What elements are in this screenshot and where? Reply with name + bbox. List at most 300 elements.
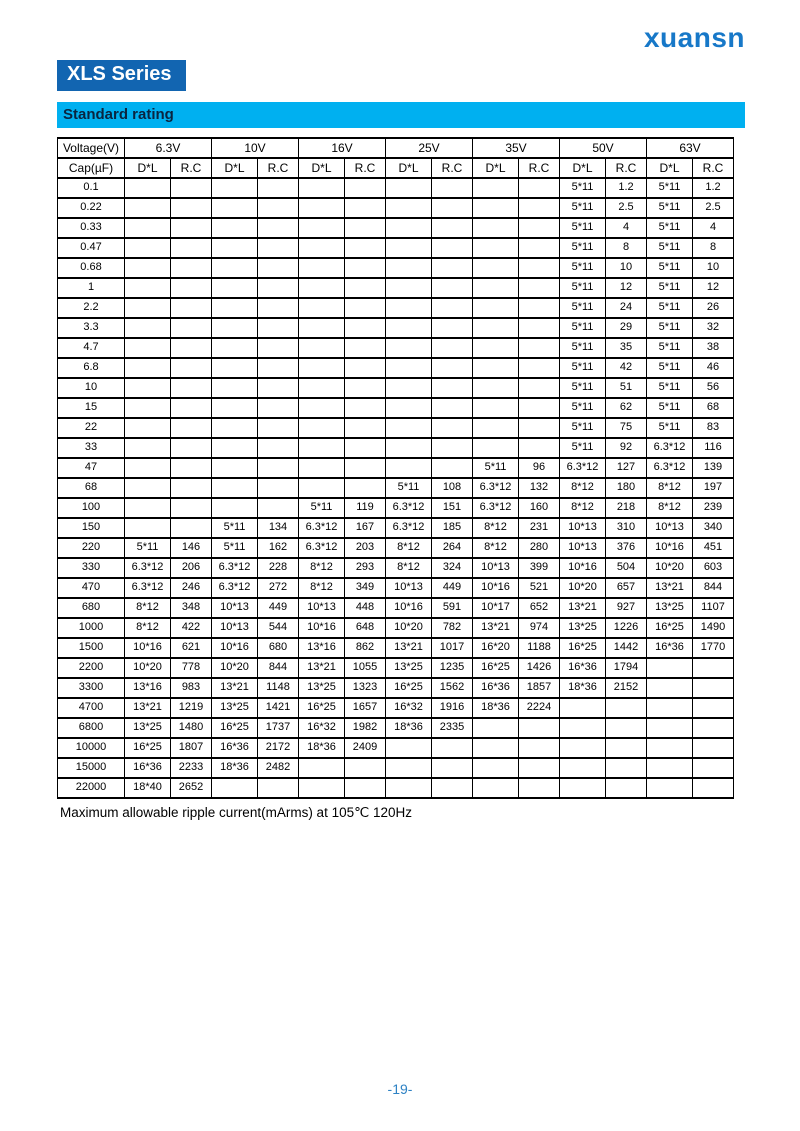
dl-cell: 5*11	[560, 258, 606, 278]
dl-cell: 10*13	[560, 538, 606, 558]
dl-cell: 10*13	[212, 598, 258, 618]
rc-cell	[519, 398, 560, 418]
dl-cell	[212, 478, 258, 498]
dl-cell: 10*16	[212, 638, 258, 658]
rc-cell: 228	[258, 558, 299, 578]
rc-cell: 1235	[432, 658, 473, 678]
dl-cell: 10*16	[299, 618, 345, 638]
rc-cell: 46	[693, 358, 734, 378]
dl-cell: 6.3*12	[299, 518, 345, 538]
table-row	[58, 198, 734, 218]
rc-cell	[258, 298, 299, 318]
dl-cell: 8*12	[647, 498, 693, 518]
dl-cell: 13*25	[212, 698, 258, 718]
cap-cell: 1000	[58, 618, 125, 638]
rc-cell: 974	[519, 618, 560, 638]
dl-cell	[473, 318, 519, 338]
rc-cell: 151	[432, 498, 473, 518]
rc-cell	[345, 778, 386, 798]
dl-cell	[386, 398, 432, 418]
subheader-dl: D*L	[560, 158, 606, 178]
dl-cell: 5*11	[560, 378, 606, 398]
table-row	[58, 518, 734, 538]
table-row	[58, 618, 734, 638]
rc-cell: 83	[693, 418, 734, 438]
dl-cell	[299, 778, 345, 798]
dl-cell: 8*12	[299, 578, 345, 598]
rc-cell: 108	[432, 478, 473, 498]
dl-cell: 5*11	[560, 178, 606, 198]
rc-cell	[171, 398, 212, 418]
dl-cell: 10*13	[473, 558, 519, 578]
dl-cell: 16*36	[125, 758, 171, 778]
rc-cell	[258, 258, 299, 278]
dl-cell: 16*32	[299, 718, 345, 738]
dl-cell: 5*11	[560, 318, 606, 338]
dl-cell	[473, 298, 519, 318]
voltage-column-header: 50V	[560, 138, 647, 158]
table-row	[58, 298, 734, 318]
dl-cell	[212, 218, 258, 238]
cap-cell: 0.68	[58, 258, 125, 278]
rc-cell: 657	[606, 578, 647, 598]
rc-cell: 1.2	[693, 178, 734, 198]
dl-cell	[212, 778, 258, 798]
rc-cell: 324	[432, 558, 473, 578]
rc-cell	[519, 778, 560, 798]
dl-cell: 5*11	[560, 278, 606, 298]
rc-cell: 1916	[432, 698, 473, 718]
subheader-rc: R.C	[519, 158, 560, 178]
corner-voltage-label: Voltage(V)	[58, 138, 125, 158]
rc-cell: 310	[606, 518, 647, 538]
dl-cell: 5*11	[560, 418, 606, 438]
cap-cell: 15	[58, 398, 125, 418]
rc-cell	[432, 218, 473, 238]
rc-cell: 544	[258, 618, 299, 638]
subheader-dl: D*L	[125, 158, 171, 178]
dl-cell: 16*25	[647, 618, 693, 638]
dl-cell	[125, 458, 171, 478]
rc-cell: 449	[432, 578, 473, 598]
subheader-rc: R.C	[171, 158, 212, 178]
dl-cell	[386, 318, 432, 338]
dl-cell	[125, 318, 171, 338]
dl-cell: 10*13	[560, 518, 606, 538]
rc-cell: 1657	[345, 698, 386, 718]
dl-cell: 16*25	[473, 658, 519, 678]
rc-cell: 591	[432, 598, 473, 618]
dl-cell	[386, 758, 432, 778]
dl-cell: 13*21	[212, 678, 258, 698]
dl-cell: 8*12	[560, 478, 606, 498]
dl-cell	[386, 198, 432, 218]
dl-cell: 5*11	[647, 258, 693, 278]
rc-cell	[693, 738, 734, 758]
rc-cell: 4	[606, 218, 647, 238]
rc-cell	[432, 418, 473, 438]
rc-cell: 844	[258, 658, 299, 678]
rc-cell: 32	[693, 318, 734, 338]
dl-cell: 8*12	[560, 498, 606, 518]
table-row	[58, 218, 734, 238]
subheader-rc: R.C	[345, 158, 386, 178]
dl-cell	[299, 218, 345, 238]
rc-cell	[519, 278, 560, 298]
dl-cell: 6.3*12	[647, 458, 693, 478]
rc-cell	[432, 358, 473, 378]
dl-cell: 10*20	[647, 558, 693, 578]
cap-cell: 3.3	[58, 318, 125, 338]
rc-cell	[345, 338, 386, 358]
ripple-current-note: Maximum allowable ripple current(mArms) at 105℃ 120Hz	[60, 805, 413, 820]
rc-cell	[693, 778, 734, 798]
rc-cell	[432, 238, 473, 258]
cap-cell: 330	[58, 558, 125, 578]
rc-cell: 8	[606, 238, 647, 258]
dl-cell	[299, 478, 345, 498]
rc-cell	[519, 298, 560, 318]
subheader-rc: R.C	[606, 158, 647, 178]
dl-cell: 6.3*12	[212, 558, 258, 578]
rc-cell: 1982	[345, 718, 386, 738]
dl-cell: 6.3*12	[386, 518, 432, 538]
voltage-header-row	[58, 138, 734, 158]
dl-cell	[212, 458, 258, 478]
rc-cell: 75	[606, 418, 647, 438]
dl-cell	[386, 458, 432, 478]
dl-cell: 5*11	[647, 198, 693, 218]
rc-cell: 1737	[258, 718, 299, 738]
rc-cell: 349	[345, 578, 386, 598]
dl-cell: 13*25	[647, 598, 693, 618]
table-row	[58, 438, 734, 458]
dl-cell: 8*12	[299, 558, 345, 578]
cap-cell: 2200	[58, 658, 125, 678]
rc-cell: 844	[693, 578, 734, 598]
dl-cell: 10*16	[125, 638, 171, 658]
dl-cell: 13*21	[560, 598, 606, 618]
dl-cell: 5*11	[560, 358, 606, 378]
table-row	[58, 658, 734, 678]
rc-cell	[171, 198, 212, 218]
rc-cell: 1323	[345, 678, 386, 698]
rc-cell: 422	[171, 618, 212, 638]
rc-cell	[258, 338, 299, 358]
dl-cell	[212, 418, 258, 438]
rc-cell	[432, 458, 473, 478]
rc-cell	[432, 298, 473, 318]
rc-cell	[519, 258, 560, 278]
dl-cell: 16*32	[386, 698, 432, 718]
dl-cell	[560, 718, 606, 738]
rc-cell: 62	[606, 398, 647, 418]
rc-cell: 1219	[171, 698, 212, 718]
rc-cell: 376	[606, 538, 647, 558]
rc-cell: 206	[171, 558, 212, 578]
dl-cell: 5*11	[647, 318, 693, 338]
rc-cell: 1562	[432, 678, 473, 698]
dl-cell	[473, 398, 519, 418]
dl-cell	[386, 438, 432, 458]
rc-cell	[345, 758, 386, 778]
rc-cell: 4	[693, 218, 734, 238]
cap-cell: 47	[58, 458, 125, 478]
rc-cell	[171, 338, 212, 358]
voltage-column-header: 6.3V	[125, 138, 212, 158]
dl-cell	[299, 458, 345, 478]
rc-cell	[171, 518, 212, 538]
dl-cell	[299, 438, 345, 458]
rc-cell	[693, 718, 734, 738]
dl-cell	[473, 238, 519, 258]
dl-cell: 10*17	[473, 598, 519, 618]
rc-cell: 264	[432, 538, 473, 558]
rc-cell: 239	[693, 498, 734, 518]
dl-cell	[386, 178, 432, 198]
dl-cell	[299, 298, 345, 318]
cap-cell: 15000	[58, 758, 125, 778]
dl-cell: 6.3*12	[212, 578, 258, 598]
dl-cell	[473, 778, 519, 798]
table-row	[58, 578, 734, 598]
rc-cell	[606, 758, 647, 778]
dl-cell: 6.3*12	[125, 578, 171, 598]
dl-cell: 5*11	[212, 538, 258, 558]
standard-rating-table	[57, 137, 734, 799]
dl-cell: 5*11	[647, 358, 693, 378]
dl-cell: 5*11	[647, 398, 693, 418]
rc-cell: 1857	[519, 678, 560, 698]
dl-cell: 13*25	[299, 678, 345, 698]
page-number: -19-	[387, 1081, 413, 1097]
rc-cell	[519, 718, 560, 738]
rc-cell	[519, 238, 560, 258]
dl-cell	[212, 258, 258, 278]
voltage-column-header: 25V	[386, 138, 473, 158]
rc-cell	[519, 318, 560, 338]
dl-cell: 16*36	[647, 638, 693, 658]
rc-cell	[345, 198, 386, 218]
rc-cell	[606, 698, 647, 718]
dl-cell	[212, 398, 258, 418]
dl-cell: 5*11	[647, 278, 693, 298]
table-row	[58, 698, 734, 718]
dl-cell: 5*11	[560, 198, 606, 218]
dl-cell	[125, 298, 171, 318]
rc-cell: 1794	[606, 658, 647, 678]
rc-cell	[171, 438, 212, 458]
dl-cell	[560, 738, 606, 758]
subheader-row	[58, 158, 734, 178]
dl-cell	[473, 218, 519, 238]
rc-cell	[171, 498, 212, 518]
dl-cell: 5*11	[386, 478, 432, 498]
dl-cell: 10*16	[473, 578, 519, 598]
rc-cell	[432, 438, 473, 458]
rc-cell: 927	[606, 598, 647, 618]
rc-cell	[345, 318, 386, 338]
table-row	[58, 758, 734, 778]
dl-cell	[212, 358, 258, 378]
table-row	[58, 478, 734, 498]
rc-cell	[519, 738, 560, 758]
dl-cell: 13*21	[299, 658, 345, 678]
rc-cell: 621	[171, 638, 212, 658]
rc-cell: 983	[171, 678, 212, 698]
rc-cell: 2172	[258, 738, 299, 758]
cap-cell: 6.8	[58, 358, 125, 378]
dl-cell: 6.3*12	[473, 498, 519, 518]
cap-cell: 1500	[58, 638, 125, 658]
dl-cell	[212, 298, 258, 318]
dl-cell: 5*11	[647, 378, 693, 398]
dl-cell: 10*16	[560, 558, 606, 578]
dl-cell: 13*25	[386, 658, 432, 678]
dl-cell	[473, 438, 519, 458]
table-row	[58, 598, 734, 618]
rc-cell: 180	[606, 478, 647, 498]
dl-cell	[125, 198, 171, 218]
rc-cell: 29	[606, 318, 647, 338]
table-row	[58, 538, 734, 558]
rc-cell	[432, 338, 473, 358]
corner-cap-label: Cap(µF)	[58, 158, 125, 178]
rc-cell: 38	[693, 338, 734, 358]
rc-cell	[432, 398, 473, 418]
rc-cell: 1226	[606, 618, 647, 638]
rc-cell	[345, 238, 386, 258]
rc-cell	[258, 218, 299, 238]
dl-cell: 18*40	[125, 778, 171, 798]
rc-cell	[258, 498, 299, 518]
rc-cell	[519, 198, 560, 218]
rc-cell	[345, 298, 386, 318]
dl-cell: 18*36	[212, 758, 258, 778]
rc-cell: 862	[345, 638, 386, 658]
rc-cell: 521	[519, 578, 560, 598]
dl-cell: 16*25	[560, 638, 606, 658]
table-row	[58, 738, 734, 758]
rc-cell: 2233	[171, 758, 212, 778]
dl-cell	[473, 718, 519, 738]
rc-cell	[345, 458, 386, 478]
rc-cell: 1.2	[606, 178, 647, 198]
rc-cell	[693, 658, 734, 678]
dl-cell	[386, 358, 432, 378]
dl-cell	[386, 378, 432, 398]
dl-cell: 13*25	[560, 618, 606, 638]
rc-cell: 680	[258, 638, 299, 658]
dl-cell	[386, 238, 432, 258]
subheader-rc: R.C	[693, 158, 734, 178]
rc-cell	[258, 778, 299, 798]
dl-cell: 5*11	[212, 518, 258, 538]
rc-cell: 185	[432, 518, 473, 538]
dl-cell: 5*11	[647, 218, 693, 238]
rc-cell	[345, 398, 386, 418]
rc-cell: 127	[606, 458, 647, 478]
rc-cell: 782	[432, 618, 473, 638]
dl-cell: 5*11	[560, 298, 606, 318]
dl-cell	[299, 418, 345, 438]
dl-cell	[299, 398, 345, 418]
rc-cell: 348	[171, 598, 212, 618]
dl-cell: 5*11	[560, 398, 606, 418]
dl-cell	[299, 178, 345, 198]
rc-cell	[345, 378, 386, 398]
dl-cell	[125, 178, 171, 198]
subheader-rc: R.C	[258, 158, 299, 178]
rc-cell	[519, 418, 560, 438]
dl-cell	[125, 378, 171, 398]
rc-cell: 1107	[693, 598, 734, 618]
rc-cell: 218	[606, 498, 647, 518]
rc-cell	[432, 378, 473, 398]
rc-cell	[171, 258, 212, 278]
cap-cell: 68	[58, 478, 125, 498]
dl-cell: 8*12	[473, 518, 519, 538]
rc-cell: 652	[519, 598, 560, 618]
cap-cell: 0.22	[58, 198, 125, 218]
rc-cell	[519, 338, 560, 358]
dl-cell	[473, 278, 519, 298]
subheader-dl: D*L	[299, 158, 345, 178]
dl-cell: 10*20	[212, 658, 258, 678]
dl-cell	[125, 218, 171, 238]
cap-cell: 0.1	[58, 178, 125, 198]
cap-cell: 10	[58, 378, 125, 398]
rc-cell: 116	[693, 438, 734, 458]
rc-cell: 1188	[519, 638, 560, 658]
rc-cell: 8	[693, 238, 734, 258]
dl-cell	[647, 758, 693, 778]
rc-cell	[519, 178, 560, 198]
dl-cell	[386, 778, 432, 798]
table-row	[58, 458, 734, 478]
rc-cell: 1807	[171, 738, 212, 758]
table-row	[58, 398, 734, 418]
rc-cell: 160	[519, 498, 560, 518]
dl-cell: 6.3*12	[386, 498, 432, 518]
dl-cell: 10*13	[386, 578, 432, 598]
cap-cell: 0.47	[58, 238, 125, 258]
rc-cell	[693, 698, 734, 718]
rc-cell: 1480	[171, 718, 212, 738]
subheader-dl: D*L	[212, 158, 258, 178]
dl-cell: 5*11	[560, 238, 606, 258]
rc-cell: 246	[171, 578, 212, 598]
dl-cell	[212, 338, 258, 358]
dl-cell: 16*25	[299, 698, 345, 718]
rc-cell	[258, 398, 299, 418]
rc-cell: 24	[606, 298, 647, 318]
rc-cell: 293	[345, 558, 386, 578]
dl-cell	[212, 238, 258, 258]
dl-cell	[125, 278, 171, 298]
rc-cell	[258, 458, 299, 478]
dl-cell	[386, 298, 432, 318]
rc-cell	[606, 718, 647, 738]
subheader-rc: R.C	[432, 158, 473, 178]
dl-cell: 13*16	[125, 678, 171, 698]
dl-cell: 18*36	[560, 678, 606, 698]
rc-cell: 96	[519, 458, 560, 478]
dl-cell	[212, 178, 258, 198]
dl-cell: 5*11	[647, 238, 693, 258]
table-row	[58, 418, 734, 438]
rc-cell: 603	[693, 558, 734, 578]
